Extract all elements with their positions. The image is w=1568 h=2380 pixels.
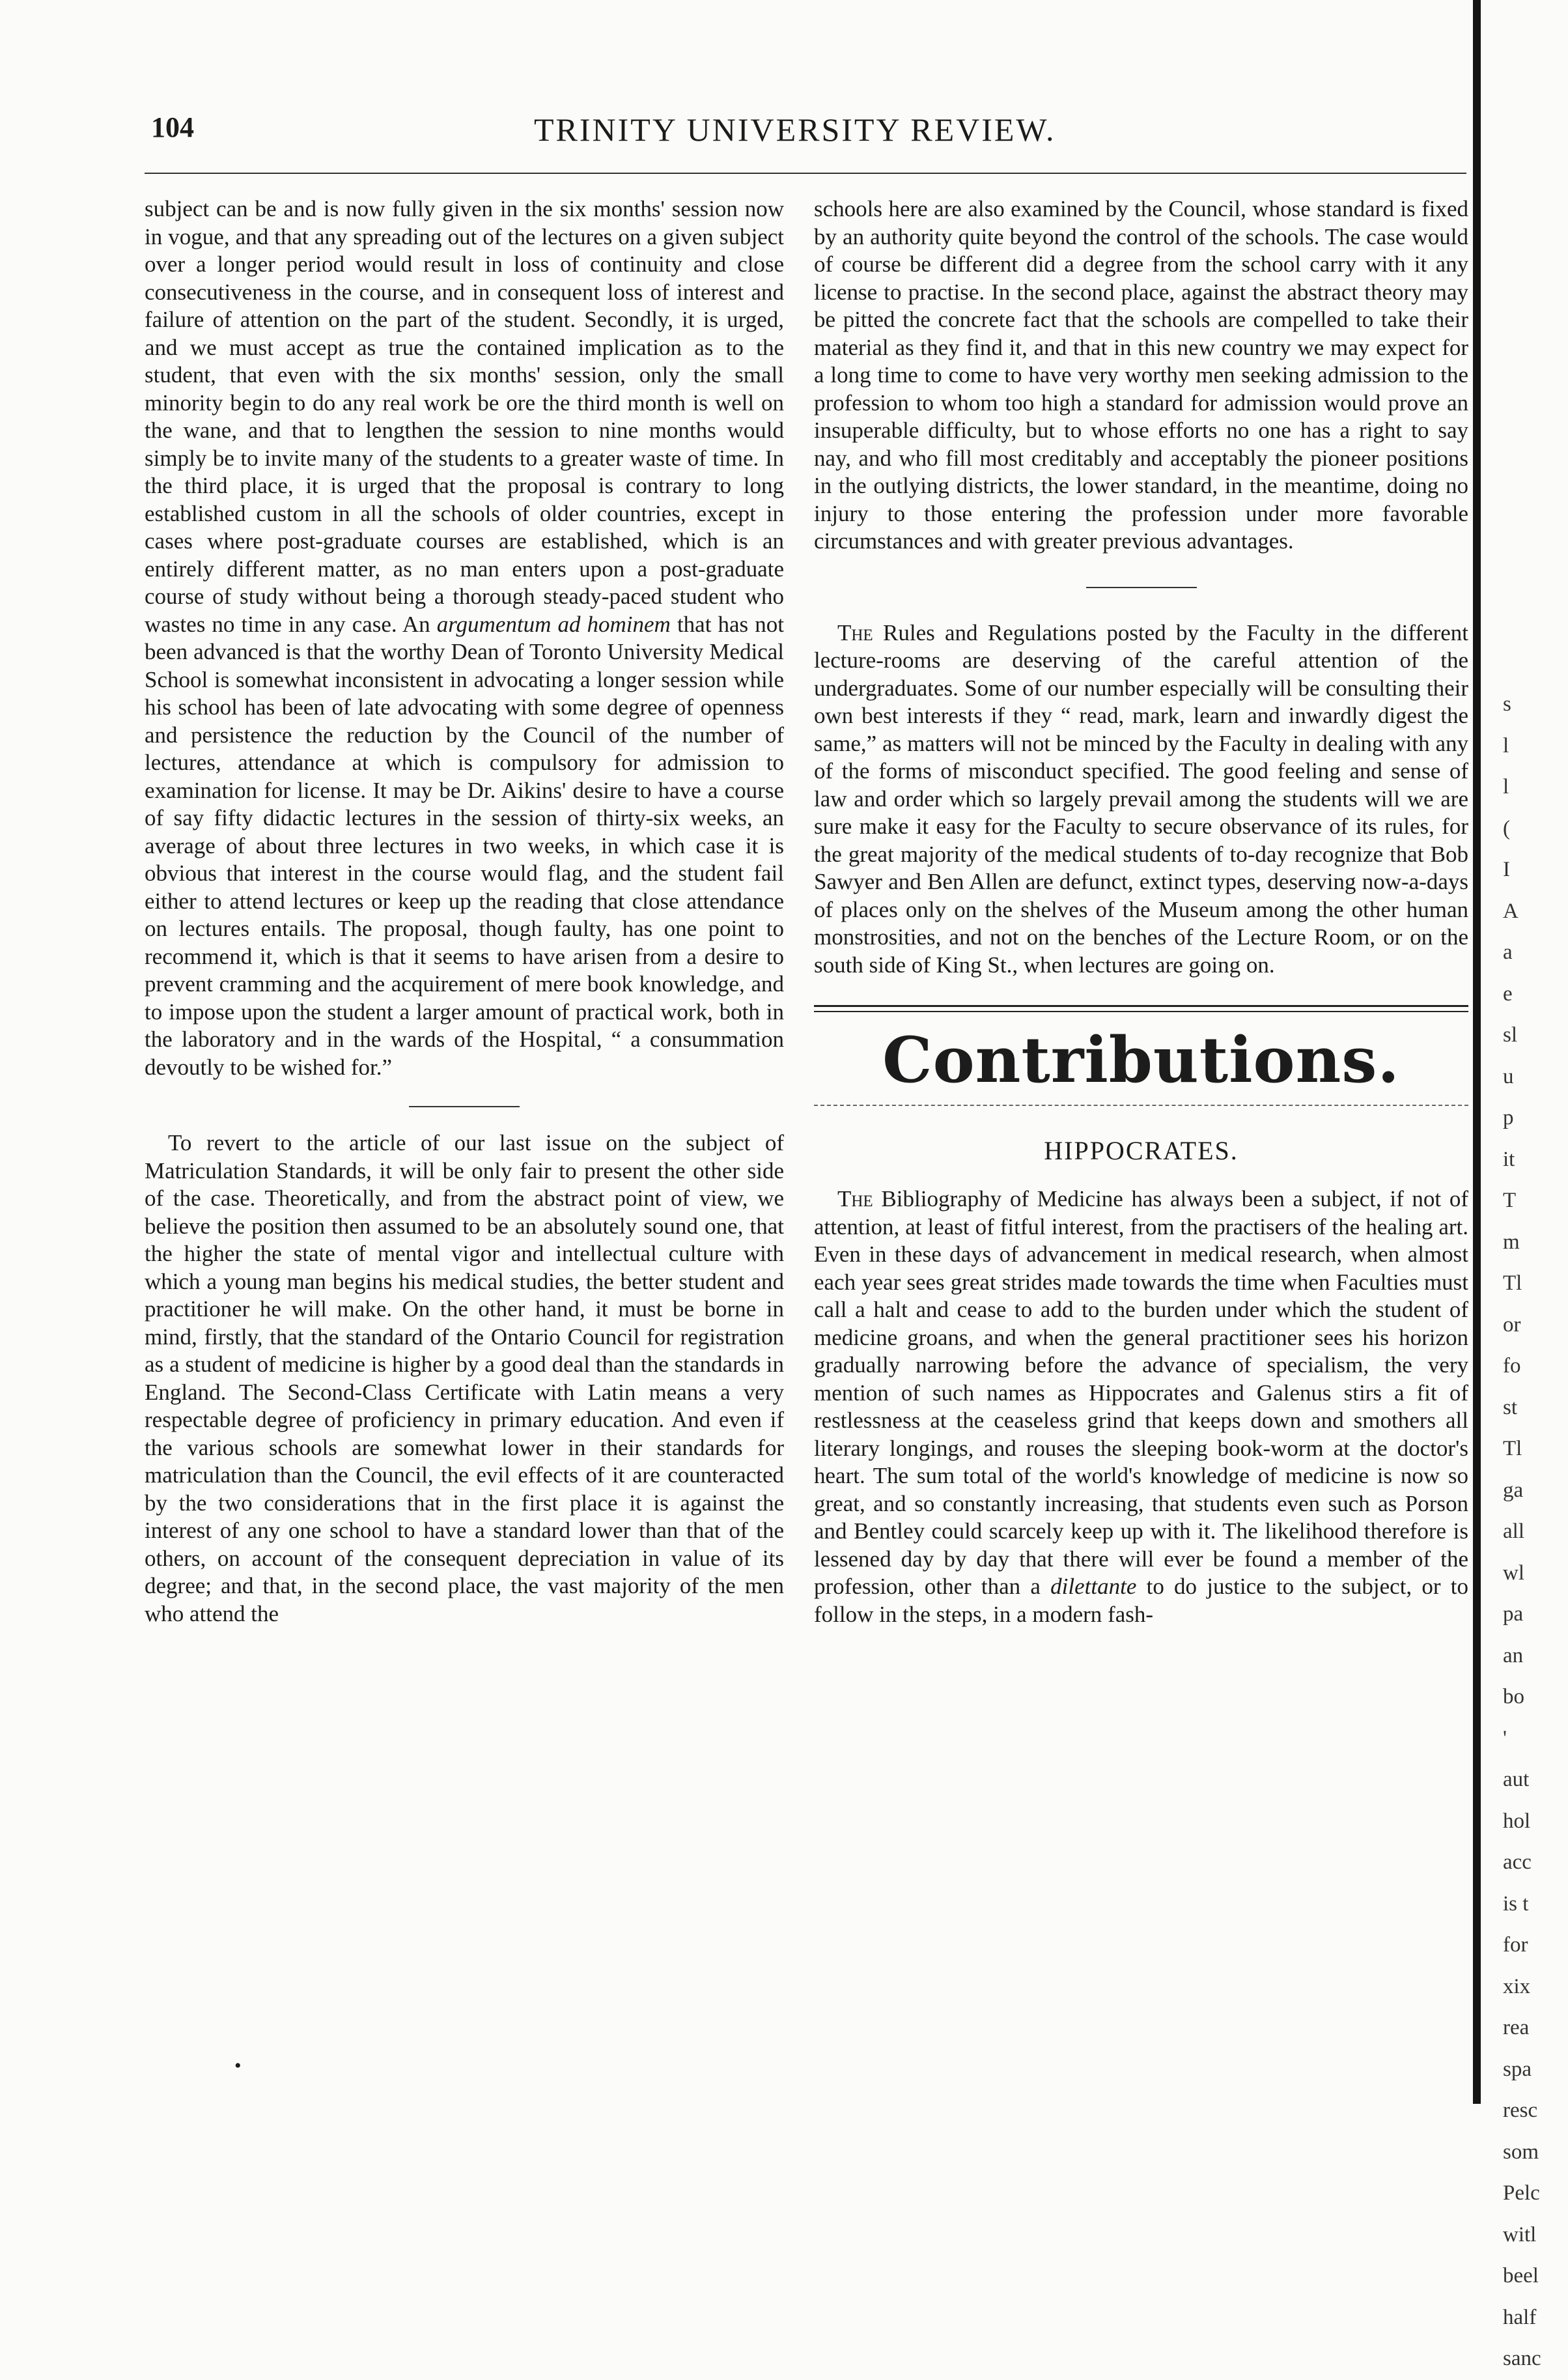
adjacent-page-margin xyxy=(1503,684,1568,2380)
bleed-fragment: it xyxy=(1503,1147,1515,1171)
bleed-fragment: resc xyxy=(1503,2099,1538,2122)
bleed-fragment: an xyxy=(1503,1643,1524,1667)
latin-phrase: argumentum ad hominem xyxy=(436,611,671,637)
bleed-fragment: hol xyxy=(1503,1809,1531,1833)
bleed-fragment: a xyxy=(1503,941,1513,964)
bleed-fragment: witl xyxy=(1503,2222,1537,2246)
bleed-fragment: A xyxy=(1503,899,1519,923)
bleed-fragment: sl xyxy=(1503,1023,1518,1047)
bleed-fragment: st xyxy=(1503,1395,1518,1419)
paragraph: The Bibliography of Medicine has always been a subject, if not of attention, at least of fitful interest, from the practisers of the healing art. Even in these days of advancement in medical research, when almost each year sees great strides made towards the time when Faculties must call a halt and cease to add to the burden under which the student of medicine groans, and when the general practitioner sees his horizon gradually narrowing before the advance of specialism, the very mention of such names as Hippocrates and Galenus stirs a fit of restlessness at the ceaseless grind that keeps down and smothers all literary longings, and rouses the sleeping book-worm at the doctor's heart. The sum total of the world's knowledge of medicine is now so great, and so constantly increasing, that students even such as Porson and Bentley could scarcely keep up with it. The likelihood therefore is lessened day by day that there will ever be found a member of the profession, other than a dilettante to do justice to the subject, or to follow in the steps, in a modern fash- xyxy=(814,1186,1469,1627)
bleed-fragment: Tl xyxy=(1503,1271,1522,1295)
bleed-fragment: T xyxy=(1503,1189,1517,1212)
print-mark: • xyxy=(234,2055,242,2076)
bleed-fragment: bo xyxy=(1503,1685,1524,1708)
bleed-fragment: m xyxy=(1503,1230,1520,1254)
bleed-fragment: is t xyxy=(1503,1891,1529,1916)
bleed-fragment: or xyxy=(1503,1312,1521,1337)
bleed-fragment: Pelc xyxy=(1503,2181,1540,2205)
bleed-fragment: Tl xyxy=(1503,1437,1522,1460)
bleed-fragment: for xyxy=(1503,1933,1528,1957)
paragraph: subject can be and is now fully given in the six months' session now in vogue, and that any spreading out of the lectures on a given subject over a longer period would result in loss of continuity and close consecutiveness in the course, and in consequent loss of interest and failure of attention on the part of the student. Secondly, it is urged, and we must accept as true the contained implication as to the student, that even with the six months' session, only the small minority begin to do any real work be ore the third month is well on the wane, and that to lengthen the session to nine months would simply be to invite many of the students to a greater waste of time. In the third place, it is urged that the proposal is contrary to long established custom in all the schools of older countries, except in cases where post-graduate courses are established, which is an entirely different matter, as no man enters upon a post-graduate course of study without being a thorough steady-paced student who wastes no time in any case. An argumentum ad hominem that has not been advanced is that the worthy Dean of Toronto University Medical School is somewhat inconsistent in advocating a longer session while his school has been of late advocating with some degree of openness and persistence the reduction by the Council of the number of lectures, attendance at which is compulsory for admission to examination for license. It may be Dr. Aikins' desire to have a course of say fifty didactic lectures in the session of thirty-six weeks, an average of about three lectures in two weeks, in which case it is obvious that interest in the course would flag, and the student fail either to attend lectures or keep up the reading that close attendance on lectures entails. The proposal, though faulty, has one point to recommend it, which is that it seems to have arisen from a desire to prevent cramming and the acquirement of mere book knowledge, and to impose upon the student a larger amount of practical work, both in the laboratory and in the wards of the Hospital, “ a consummation devoutly to be wished for.” xyxy=(145,196,784,1080)
page-edge xyxy=(1473,0,1481,2104)
bleed-fragment: som xyxy=(1503,2140,1539,2164)
bleed-fragment: I xyxy=(1503,858,1510,881)
bleed-fragment: xix xyxy=(1503,1974,1531,1998)
paragraph: The Rules and Regulations posted by the Faculty in the different lecture-rooms are deserving of the careful attention of the undergraduates. Some of our number especially will be consulting their own best interests if they “ read, mark, learn and inwardly digest the same,” as matters will not be minced by the Faculty in dealing with any of the forms of misconduct specified. The good feeling and sense of law and order which so largely prevail among the students will we are sure make it easy for the Faculty to secure observance of its rules, for the great majority of the medical students of to-day recognize that Bob Sawyer and Ben Allen are defunct, extinct types, deserving now-a-days of places only on the shelves of the Museum among the other human monstrosities, and not on the benches of the Lecture Room, or on the south side of King St., when lectures are going on. xyxy=(814,619,1469,978)
bleed-fragment: wl xyxy=(1503,1561,1524,1585)
bleed-fragment: ga xyxy=(1503,1478,1524,1502)
bleed-fragment: rea xyxy=(1503,2016,1530,2039)
bleed-fragment: half xyxy=(1503,2305,1537,2329)
section-heading: Contributions. xyxy=(882,1023,1400,1097)
journal-title: TRINITY UNIVERSITY REVIEW. xyxy=(534,111,1056,148)
bleed-fragment: ( xyxy=(1503,816,1510,840)
double-rule xyxy=(814,1005,1468,1012)
bleed-fragment: fo xyxy=(1503,1354,1521,1378)
bleed-fragment: sanc xyxy=(1503,2347,1541,2370)
bleed-fragment: l xyxy=(1503,733,1509,758)
running-header xyxy=(0,111,1107,156)
bleed-fragment: beel xyxy=(1503,2264,1539,2288)
bleed-fragment: p xyxy=(1503,1106,1514,1129)
bleed-fragment: spa xyxy=(1503,2057,1532,2081)
bleed-fragment: acc xyxy=(1503,1850,1532,1874)
paragraph: To revert to the article of our last issue on the subject of Matriculation Standards, it will be only fair to present the other side of the case. Theoretically, and from the abstract point of view, we believe the position then assumed to be an absolutely sound one, that the higher the state of mental vigor and intellectual culture with which a young man begins his medical studies, the better student and practitioner he will make. On the other hand, it must be borne in mind, firstly, that the standard of the Ontario Council for registration as a student of medicine is higher by a good deal than the standards in England. The Second-Class Certificate with Latin means a very respectable degree of proficiency in primary education. And even if the various schools are somewhat lower in their standards for matriculation than the Council, the evil effects of it are counteracted by the two considerations that in the first place it is against the interest of any one school to have a standard lower than that of the others, on account of the consequent depreciation in value of its degree; and that, in the second place, the vast majority of the men who attend the xyxy=(145,1130,784,1626)
bleed-fragment: s xyxy=(1503,692,1511,716)
bleed-fragment: aut xyxy=(1503,1768,1530,1791)
bleed-fragment: e xyxy=(1503,982,1513,1006)
bleed-fragment: ' xyxy=(1503,1726,1507,1750)
bleed-fragment: all xyxy=(1503,1520,1524,1543)
right-column xyxy=(814,195,1468,1628)
bleed-fragment: u xyxy=(1503,1064,1514,1088)
left-column xyxy=(145,195,784,1628)
article-title: HIPPOCRATES. xyxy=(1044,1136,1239,1165)
bleed-fragment: pa xyxy=(1503,1602,1524,1626)
paragraph: schools here are also examined by the Council, whose standard is fixed by an authority quite beyond the control of the schools. The case would of course be different did a degree from the school carry with it any license to practise. In the second place, against the abstract theory may be pitted the concrete fact that the schools are compelled to take their material as they find it, and that in this new country we may expect for a long time to come to have very worthy men seeking admission to the profession to whom too high a standard for admission would prove an insuperable difficulty, but to whose efforts no one has a right to say nay, and who fill most creditably and acceptably the pioneer positions in the outlying districts, the lower standard, in the meantime, doing no injury to those entering the profession under more favorable circumstances and with greater previous advantages. xyxy=(814,196,1468,554)
header-rule xyxy=(145,173,1466,174)
page-number: 104 xyxy=(151,111,194,143)
bleed-fragment: l xyxy=(1503,775,1509,799)
